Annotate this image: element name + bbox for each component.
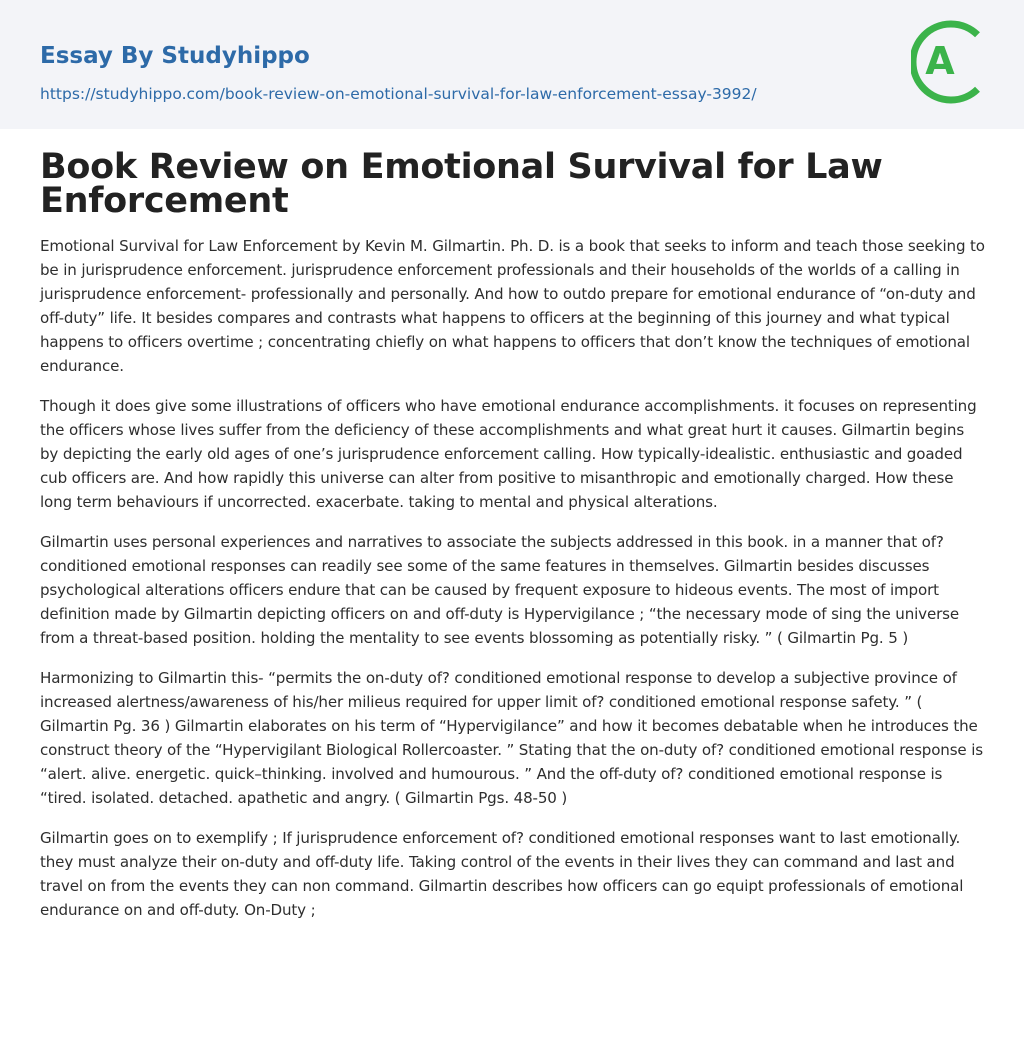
- article-body: [40, 234, 986, 938]
- site-title[interactable]: Essay By Studyhippo: [40, 43, 310, 69]
- article-paragraph: Emotional Survival for Law Enforcement by Kevin M. Gilmartin. Ph. D. is a book that seeks to inform and teach those seeking to be in jurisprudence enforcement. jurisprudence enforcement professionals and their households of the worlds of a calling in jurisprudence enforcement- professionally and personally. And how to outdo prepare for emotional endurance of “on-duty and off-duty” life. It besides compares and contrasts what happens to officers at the beginning of this journey and what typical happens to officers overtime ; concentrating chiefly on what happens to officers that don’t know the techniques of emotional endurance.: [40, 237, 985, 375]
- article-title: Book Review on Emotional Survival for Law Enforcement: [40, 147, 883, 221]
- logo-letter: A: [925, 39, 955, 83]
- article-paragraph: Though it does give some illustrations of officers who have emotional endurance accomplishments. it focuses on representing the officers whose lives suffer from the deficiency of these accomplishments and what great hurt it causes. Gilmartin begins by depicting the early old ages of one’s jurisprudence enforcement calling. How typically-idealistic. enthusiastic and goaded cub officers are. And how rapidly this universe can alter from positive to misanthropic and emotionally charged. How these long term behaviours if uncorrected. exacerbate. taking to mental and physical alterations.: [40, 397, 977, 511]
- article-paragraph: Gilmartin uses personal experiences and narratives to associate the subjects addressed in this book. in a manner that of? conditioned emotional responses can readily see some of the same features in themselves. Gilmartin besides discusses psychological alterations officers endure that can be caused by frequent exposure to hideous events. The most of import definition made by Gilmartin depicting officers on and off-duty is Hypervigilance ; “the necessary mode of sing the universe from a threat-based position. holding the mentality to see events blossoming as potentially risky. ” ( Gilmartin Pg. 5 ): [40, 533, 960, 647]
- article-paragraph: Harmonizing to Gilmartin this- “permits the on-duty of? conditioned emotional response to develop a subjective province of increased alertness/awareness of his/her milieus required for upper limit of? conditioned emotional response safety. ” ( Gilmartin Pg. 36 ) Gilmartin elaborates on his term of “Hypervigilance” and how it becomes debatable when he introduces the construct theory of the “Hypervigilant Biological Rollercoaster. ” Stating that the on-duty of? conditioned emotional response is “alert. alive. energetic. quick–thinking. involved and humourous. ” And the off-duty of? conditioned emotional response is “tired. isolated. detached. apathetic and angry. ( Gilmartin Pgs. 48-50 ): [40, 669, 983, 807]
- article-paragraph: Gilmartin goes on to exemplify ; If jurisprudence enforcement of? conditioned emotional responses want to last emotionally. they must analyze their on-duty and off-duty life. Taking control of the events in their lives they can command and last and travel on from the events they can non command. Gilmartin describes how officers can go equipt professionals of emotional endurance on and off-duty. On-Duty ;: [40, 829, 964, 919]
- article-url-link[interactable]: https://studyhippo.com/book-review-on-emotional-survival-for-law-enforcement-essay-3992/: [40, 85, 757, 103]
